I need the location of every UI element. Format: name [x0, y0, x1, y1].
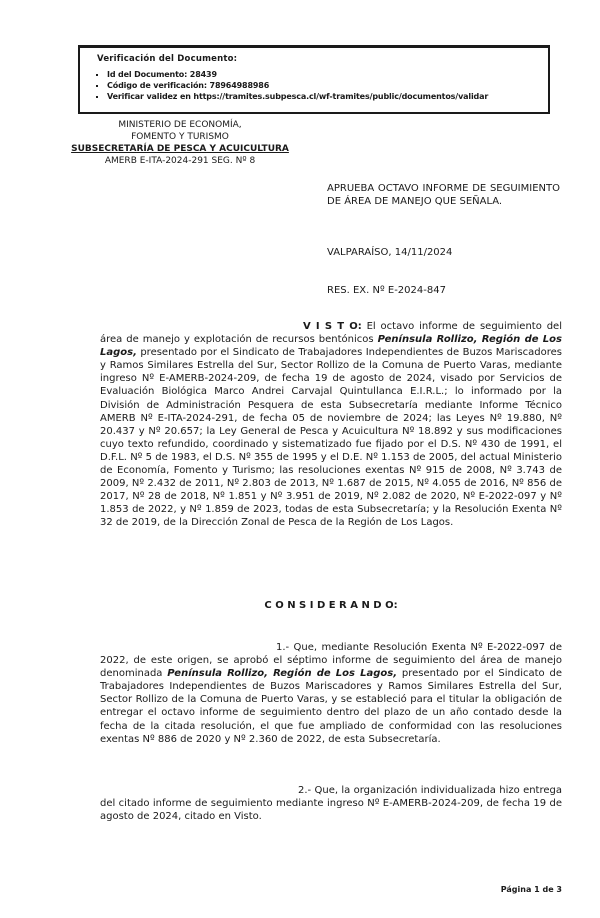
page-number: Página 1 de 3	[500, 885, 562, 894]
verification-list	[80, 69, 548, 102]
text-segment: El octavo informe de seguimiento del área de manejo y explotación de recursos bentónicos	[100, 321, 562, 346]
text-segment: V I S T O:	[303, 321, 362, 332]
text-segment: Península Rollizo, Región de Los Lagos,	[100, 334, 562, 359]
letterhead-ministry-line2: FOMENTO Y TURISMO	[131, 132, 229, 142]
verification-item: ▪ Verificar validez en https://tramites.subpesca.cl/wf-tramites/public/documentos/validar	[107, 91, 548, 102]
considerando-paragraph-2	[100, 784, 562, 823]
text-segment: presentado por el Sindicato de Trabajadores Independientes de Buzos Mariscadores y Ramos Similares Estrella del Sur, Sector Rollizo de la Comuna de Puerto Varas, y se estableció para el titular la obligación de entregar el octavo informe de seguimiento dentro del plazo de un año contado desde la fecha de la citada resolución, el que fue ampliado de conformidad con las resoluciones exentas Nº 886 de 2020 y Nº 2.360 de 2022, de esta Subsecretaría.	[100, 668, 562, 745]
letterhead-ministry-line1: MINISTERIO DE ECONOMÍA,	[118, 120, 242, 130]
visto-paragraph	[100, 320, 562, 530]
verification-box	[78, 45, 550, 114]
letterhead-amerb-code: AMERB E-ITA-2024-291 SEG. Nº 8	[104, 156, 256, 166]
considerando-heading: C O N S I D E R A N D O:	[264, 600, 398, 611]
letterhead	[30, 119, 330, 167]
verification-item: ▪ Id del Documento: 28439	[107, 69, 548, 80]
resolution-number: RES. EX. Nº E-2024-847	[327, 285, 446, 296]
place-date: VALPARAÍSO, 14/11/2024	[327, 247, 453, 258]
verification-item: ▪ Código de verificación: 78964988986	[107, 80, 548, 91]
considerando-paragraph-1	[100, 641, 562, 746]
text-segment: 2.- Que, la organización individualizada hizo entrega del citado informe de seguimiento mediante ingreso Nº E-AMERB-2024-209, de fecha 19 de agosto de 2024, citado en Visto.	[100, 785, 562, 823]
text-segment: presentado por el Sindicato de Trabajadores Independientes de Buzos Mariscadores y Ramos Similares Estrella del Sur, Sector Rollizo de la Comuna de Puerto Varas, mediante ingreso Nº E-AMERB-2024-209, de fecha 19 de agosto de 2024, visado por Servicios de Evaluación Biológica Marco Andrei Carvajal Quintullanca E.I.R.L.; lo informado por la División de Administración Pesquera de esta Subsecretaría mediante Informe Técnico AMERB Nº E-ITA-2024-291, de fecha 05 de noviembre de 2024; las Leyes Nº 19.880, Nº 20.437 y Nº 20.657; la Ley General de Pesca y Acuicultura Nº 18.892 y sus modificaciones cuyo texto refundido, coordinado y sistematizado fue fijado por el D.S. Nº 430 de 1991, el D.F.L. Nº 5 de 1983, el D.S. Nº 355 de 1995 y el D.E. Nº 1.153 de 2005, del actual Ministerio de Economía, Fomento y Turismo; las resoluciones exentas Nº 915 de 2008, Nº 3.743 de 2009, Nº 2.432 de 2011, Nº 2.803 de 2013, Nº 1.687 de 2015, Nº 4.055 de 2016, Nº 856 de 2017, Nº 28 de 2018, Nº 1.851 y Nº 3.951 de 2019, Nº 2.082 de 2020, Nº E-2022-097 y Nº 1.853 de 2022, y Nº 1.859 de 2023, todas de esta Subsecretaría; y la Resolución Exenta Nº 32 de 2019, de la Dirección Zonal de Pesca de la Región de Los Lagos.	[100, 347, 562, 529]
letterhead-subsecretaria: SUBSECRETARÍA DE PESCA Y ACUICULTURA	[71, 144, 289, 154]
text-segment: Península Rollizo, Región de Los Lagos,	[167, 668, 398, 680]
text-segment: 1.- Que, mediante Resolución Exenta Nº E-2022-097 de 2022, de este origen, se aprobó el séptimo informe de seguimiento del área de manejo denominada	[100, 642, 562, 680]
verification-title: Verificación del Documento:	[97, 54, 238, 64]
resolution-title: APRUEBA OCTAVO INFORME DE SEGUIMIENTO DE ÁREA DE MANEJO QUE SEÑALA.	[327, 183, 560, 207]
